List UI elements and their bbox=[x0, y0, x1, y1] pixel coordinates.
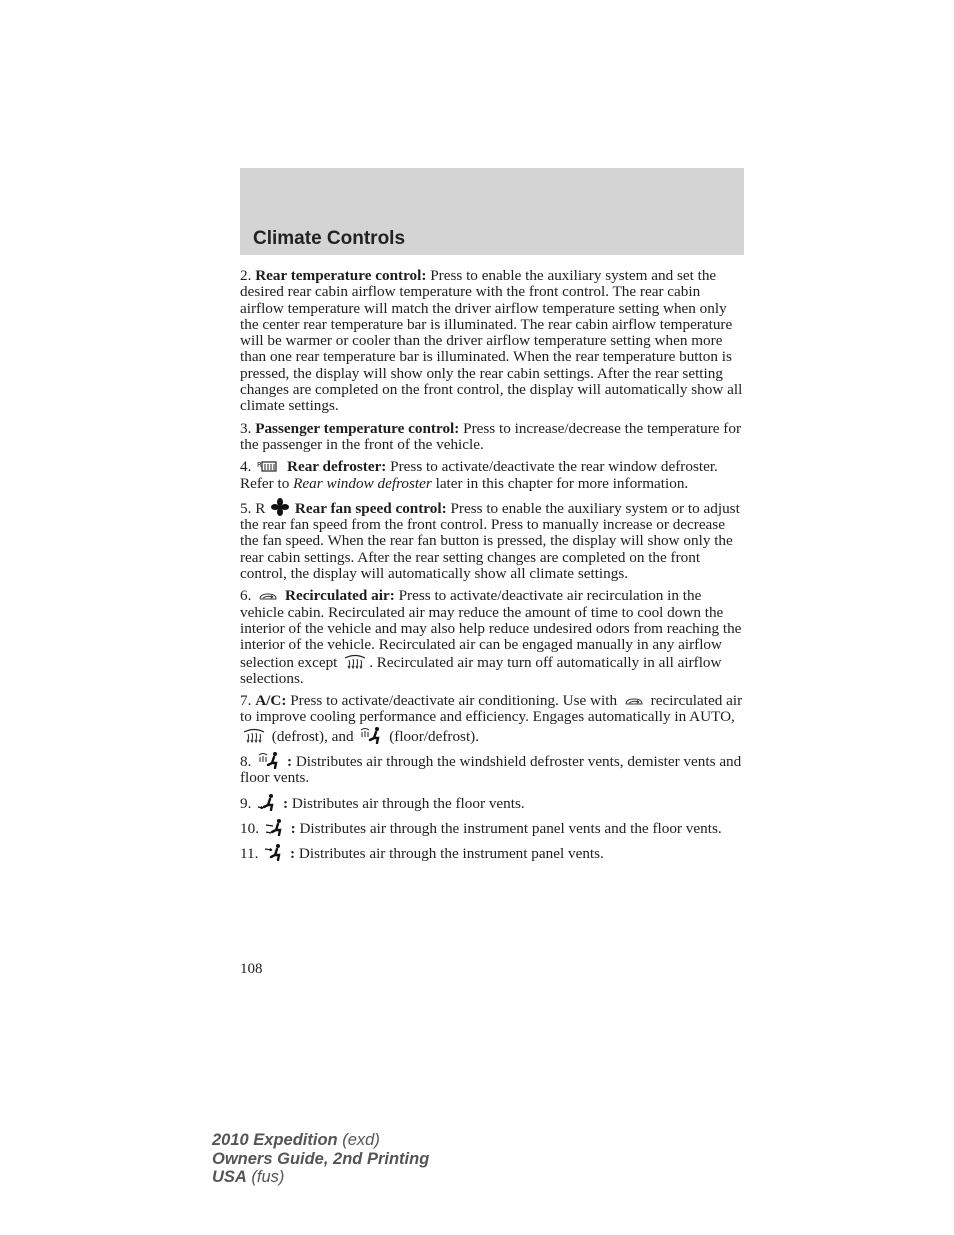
recirculate-icon bbox=[623, 696, 645, 708]
footer-line-2 bbox=[212, 1150, 429, 1169]
item-passenger-temperature-control bbox=[240, 421, 746, 454]
item-floor-defrost-mode bbox=[240, 751, 746, 787]
item-reference: Rear window defroster bbox=[293, 474, 432, 492]
footer-model: 2010 Expedition bbox=[212, 1131, 338, 1149]
item-panel-mode bbox=[240, 843, 746, 862]
item-rear-temperature-control bbox=[240, 268, 746, 415]
content bbox=[240, 268, 746, 869]
item-number: 2. bbox=[240, 267, 252, 284]
item-text: Press to activate/deactivate air recirculation in the vehicle cabin. Recirculated air may reduce the amount of time to cool down the interior of the vehicle and may also help reduce undesired odors from reaching the interior of the vehicle. Recirculated air can be engaged manually in any airflow selection except bbox=[240, 587, 742, 671]
item-label: : bbox=[290, 819, 296, 837]
item-text: Press to enable the auxiliary system or to adjust the rear fan speed from the front control. Press to manually increase or decrease the fan speed. When the rear fan button is pressed, the display will show only the rear cabin settings. After the rear setting changes are completed on the front control, the display will automatically show all climate settings. bbox=[240, 499, 740, 583]
item-text: Distributes air through the windshield defroster vents, demister vents and floor vents. bbox=[240, 753, 742, 787]
fan-icon bbox=[271, 498, 289, 516]
item-text: Press to activate/deactivate air conditioning. Use with bbox=[286, 692, 621, 710]
page-number: 108 bbox=[240, 961, 263, 977]
item-panel-floor-mode bbox=[240, 818, 746, 837]
item-label: Rear defroster: bbox=[286, 458, 387, 476]
footer-market-code: (fus) bbox=[246, 1168, 285, 1186]
item-text: Press to activate/deactivate the rear window defroster. Refer to bbox=[240, 458, 718, 492]
item-number: 9. bbox=[240, 794, 252, 812]
item-number: 5. R bbox=[240, 499, 266, 517]
item-recirculated-air bbox=[240, 588, 746, 687]
floor-defrost-icon bbox=[257, 751, 281, 769]
item-floor-mode bbox=[240, 793, 746, 812]
panel-floor-vent-icon bbox=[265, 818, 285, 836]
item-text: Press to enable the auxiliary system and set the desired rear cabin airflow temperature with the front control. The rear cabin airflow temperature will match the driver airflow temperature setting when only the center rear temperature bar is illuminated. The rear cabin airflow temperature will be warmer or cooler than the driver airflow temperature setting when more than one rear temperature bar is illuminated. When the rear temperature button is pressed, the display will show only the rear cabin settings. After the rear setting changes are completed on the front control, the display will automatically show all climate settings. bbox=[240, 267, 743, 415]
item-text: Distributes air through the instrument panel vents. bbox=[295, 845, 604, 863]
item-number: 7. bbox=[240, 692, 252, 710]
item-rear-defroster bbox=[240, 459, 746, 492]
rear-defrost-icon bbox=[257, 460, 281, 474]
item-label: : bbox=[286, 753, 293, 771]
footer bbox=[212, 1131, 429, 1187]
footer-line-3 bbox=[212, 1168, 429, 1187]
defrost-icon bbox=[242, 728, 266, 744]
defrost-icon bbox=[343, 654, 367, 670]
item-rear-fan-speed-control bbox=[240, 498, 746, 582]
item-label: Rear fan speed control: bbox=[294, 499, 447, 517]
item-text: Distributes air through the instrument panel vents and the floor vents. bbox=[295, 819, 722, 837]
item-ac bbox=[240, 693, 746, 745]
item-text: Distributes air through the floor vents. bbox=[288, 794, 525, 812]
item-number: 4. bbox=[240, 458, 252, 476]
item-label: Recirculated air: bbox=[284, 587, 395, 605]
section-title: Climate Controls bbox=[253, 228, 406, 249]
item-label: : bbox=[282, 794, 289, 812]
item-label: Passenger temperature control: bbox=[255, 419, 460, 437]
footer-printing: Owners Guide, 2nd Printing bbox=[212, 1149, 430, 1168]
item-number: 8. bbox=[240, 753, 252, 771]
item-text: (defrost), and bbox=[268, 727, 358, 745]
footer-market: USA bbox=[212, 1168, 247, 1186]
item-label: Rear temperature control: bbox=[255, 267, 427, 284]
item-number: 6. bbox=[240, 587, 252, 605]
item-text: . Recirculated air may turn off automatically in all airflow selections. bbox=[240, 653, 722, 687]
item-text: recirculated air to improve cooling performance and efficiency. Engages automatically in AUTO, bbox=[240, 692, 743, 726]
item-label: : bbox=[290, 845, 296, 863]
item-number: 11. bbox=[240, 845, 259, 863]
floor-defrost-icon bbox=[359, 726, 383, 744]
item-number: 3. bbox=[240, 419, 252, 437]
svg-text:R: R bbox=[257, 461, 263, 470]
item-text: Press to increase/decrease the temperature for the passenger in the front of the vehicle. bbox=[240, 419, 742, 453]
item-text: (floor/defrost). bbox=[385, 727, 480, 745]
panel-vent-icon bbox=[264, 843, 284, 861]
floor-vent-icon bbox=[257, 793, 277, 811]
item-text: later in this chapter for more information. bbox=[431, 474, 689, 492]
item-label: A/C: bbox=[255, 692, 287, 710]
footer-line-1 bbox=[212, 1131, 429, 1150]
section-header bbox=[240, 168, 744, 255]
item-number: 10. bbox=[240, 819, 259, 837]
footer-model-code: (exd) bbox=[337, 1131, 380, 1149]
recirculate-icon bbox=[257, 591, 279, 603]
